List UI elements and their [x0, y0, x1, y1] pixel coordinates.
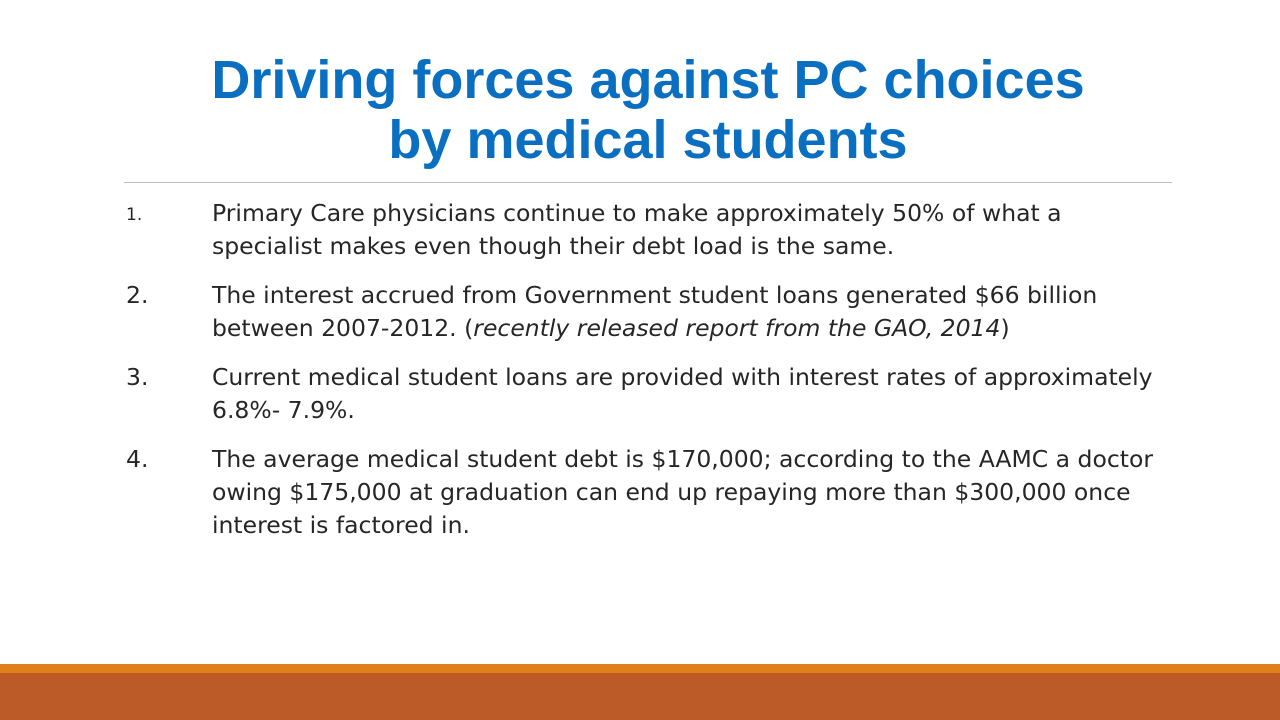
- list-item: [126, 279, 1166, 345]
- list-item-text: Primary Care physicians continue to make approximately 50% of what a specialist makes even though their debt load is the same.: [212, 199, 1062, 260]
- numbered-list: [126, 197, 1166, 558]
- list-item-text: Current medical student loans are provided with interest rates of approximately 6.8%- 7.9%.: [212, 363, 1153, 424]
- list-item-number: 1.: [126, 205, 143, 225]
- footer-band: [0, 673, 1280, 720]
- list-item-text-end: ): [1000, 314, 1010, 342]
- title-line-2: by medical students: [388, 110, 908, 170]
- list-item-text: [212, 279, 1166, 345]
- list-item-number: 3.: [126, 363, 149, 391]
- list-item-number: 4.: [126, 445, 149, 473]
- footer-accent-band: [0, 664, 1280, 673]
- title-divider: [124, 182, 1172, 183]
- list-item-text-start: The interest accrued from Government student loans generated $66 billion between 2007-2012. (: [212, 281, 1098, 342]
- list-item-number: 2.: [126, 281, 149, 309]
- citation-text: recently released report from the GAO, 2014: [473, 314, 1001, 342]
- list-item: [126, 443, 1166, 542]
- slide-title: [124, 50, 1172, 170]
- title-line-1: Driving forces against PC choices: [211, 50, 1085, 110]
- list-item-text: The average medical student debt is $170,000; according to the AAMC a doctor owing $175,000 at graduation can end up repaying more than $300,000 once interest is factored in.: [212, 445, 1153, 539]
- list-item: [126, 197, 1166, 263]
- list-item: [126, 361, 1166, 427]
